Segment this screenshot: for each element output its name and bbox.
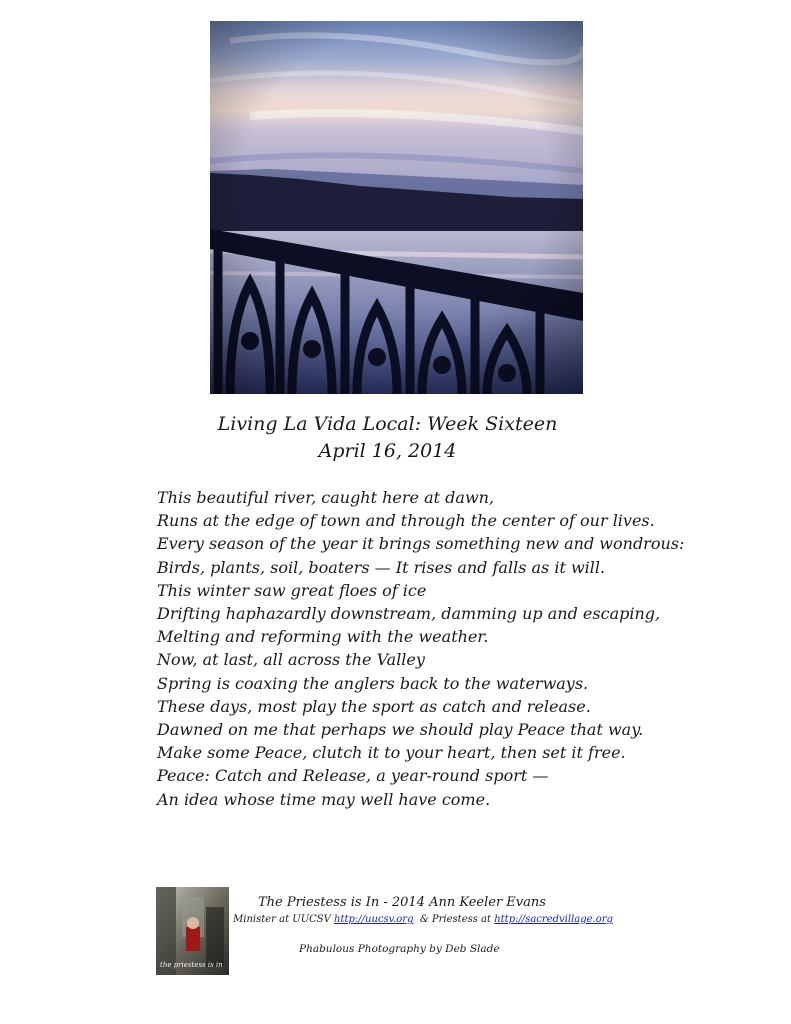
river-photo xyxy=(210,21,583,394)
poem-line: Dawned on me that perhaps we should play Peace that way. xyxy=(157,720,644,740)
priestess-text: & Priestess at xyxy=(413,914,495,925)
poem-line: Melting and reforming with the weather. xyxy=(157,627,489,647)
poem-line: An idea whose time may well have come. xyxy=(157,789,491,809)
affiliation-line xyxy=(233,914,613,925)
poem-line: Make some Peace, clutch it to your heart, then set it free. xyxy=(157,743,626,763)
poem-line: Runs at the edge of town and through the center of our lives. xyxy=(157,511,655,531)
minister-text: Minister at UUCSV xyxy=(233,914,335,925)
author-credit: The Priestess is In - 2014 Ann Keeler Evans xyxy=(258,895,546,910)
poem-line: These days, most play the sport as catch and release. xyxy=(157,696,591,716)
sacredvillage-link[interactable]: http://sacredvillage.org xyxy=(494,914,613,925)
poem-line: Drifting haphazardly downstream, damming up and escaping, xyxy=(157,604,661,624)
uucsv-link[interactable]: http://uucsv.org xyxy=(334,914,414,925)
poem-line: Now, at last, all across the Valley xyxy=(157,650,425,670)
poem-line: This beautiful river, caught here at dawn, xyxy=(157,488,495,507)
poem xyxy=(157,486,757,811)
poem-line: Peace: Catch and Release, a year-round sport — xyxy=(157,766,549,786)
poem-line: Spring is coaxing the anglers back to the waterways. xyxy=(157,673,589,693)
thumbnail-caption: the priestess is in xyxy=(160,961,223,969)
document-date: April 16, 2014 xyxy=(318,440,457,462)
photo-credit: Phabulous Photography by Deb Slade xyxy=(299,943,500,955)
document-title: Living La Vida Local: Week Sixteen xyxy=(217,413,558,435)
poem-line: This winter saw great floes of ice xyxy=(157,580,427,600)
poem-line: Every season of the year it brings something new and wondrous: xyxy=(157,534,685,554)
poem-line: Birds, plants, soil, boaters — It rises and falls as it will. xyxy=(157,557,606,577)
priestess-thumbnail xyxy=(156,887,229,975)
